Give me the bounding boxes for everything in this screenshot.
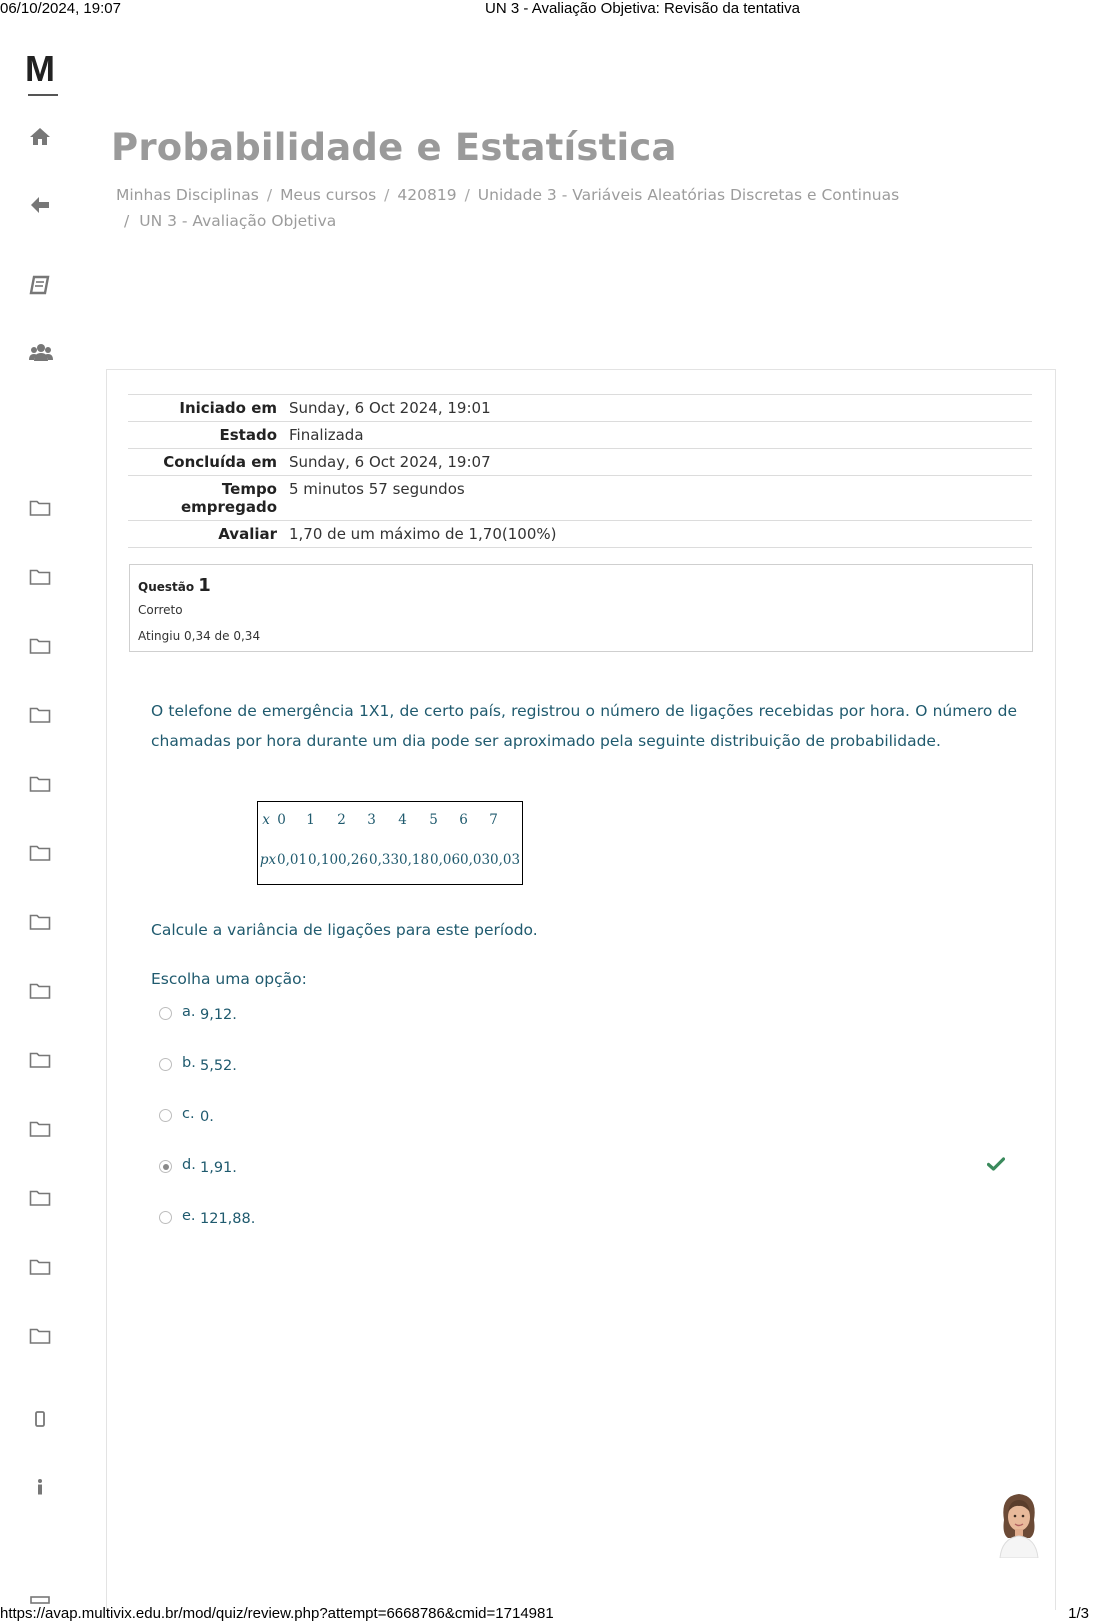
- breadcrumb: [124, 212, 336, 230]
- print-header: [0, 0, 1095, 20]
- table-cell: 0: [277, 812, 286, 828]
- home-icon[interactable]: [29, 126, 55, 148]
- table-cell: 3: [367, 812, 376, 828]
- radio-button[interactable]: [159, 1007, 172, 1020]
- question-info-box: [129, 564, 1033, 652]
- folder-icon[interactable]: [29, 499, 55, 521]
- table-cell: 1: [306, 812, 315, 828]
- table-row: [128, 449, 1032, 476]
- breadcrumb-separator: /: [124, 212, 130, 230]
- table-cell: 7: [489, 812, 498, 828]
- folder-icon[interactable]: [29, 1051, 55, 1073]
- option-text: 5,52.: [200, 1058, 237, 1074]
- folder-icon[interactable]: [29, 1327, 55, 1349]
- folder-icon[interactable]: [29, 775, 55, 797]
- table-cell: 0,01: [277, 852, 308, 868]
- radio-button[interactable]: [159, 1211, 172, 1224]
- table-row: [128, 422, 1032, 449]
- question-state: Correto: [138, 603, 183, 617]
- breadcrumb-item[interactable]: 420819: [397, 186, 457, 204]
- table-cell: 4: [398, 812, 407, 828]
- summary-label-text: Tempo empregado: [180, 480, 277, 516]
- option-letter: e.: [182, 1208, 196, 1224]
- table-cell: 0,06: [430, 852, 461, 868]
- option-text: 121,88.: [200, 1211, 256, 1227]
- quiz-review-card: [106, 369, 1056, 1610]
- option-letter: c.: [182, 1106, 195, 1122]
- folder-icon[interactable]: [29, 844, 55, 866]
- folder-icon[interactable]: [29, 982, 55, 1004]
- table-header-cell: px: [259, 852, 277, 868]
- book-icon[interactable]: [29, 275, 55, 297]
- table-cell: 0,33: [369, 852, 400, 868]
- summary-label: [128, 476, 283, 521]
- table-cell: 0,03: [460, 852, 491, 868]
- print-doc-title: UN 3 - Avaliação Objetiva: Revisão da tentativa: [485, 0, 800, 17]
- table-row: [128, 395, 1032, 422]
- summary-label: Estado: [128, 422, 283, 449]
- summary-label: Iniciado em: [128, 395, 283, 422]
- sidebar: [0, 20, 90, 1605]
- assistant-avatar[interactable]: [996, 1490, 1042, 1558]
- table-cell: 0,26: [338, 852, 369, 868]
- table-row: [128, 476, 1032, 521]
- print-datetime: 06/10/2024, 19:07: [0, 0, 121, 17]
- breadcrumb-item[interactable]: Minhas Disciplinas: [116, 186, 259, 204]
- summary-value: Sunday, 6 Oct 2024, 19:07: [283, 449, 1032, 476]
- breadcrumb-separator: /: [464, 186, 470, 204]
- mobile-icon[interactable]: [29, 1410, 55, 1432]
- question-prompt: Calcule a variância de ligações para este período.: [151, 921, 538, 939]
- radio-button-selected[interactable]: [159, 1160, 172, 1173]
- print-url: https://avap.multivix.edu.br/mod/quiz/review.php?attempt=6668786&cmid=1714981: [0, 1605, 554, 1622]
- users-icon[interactable]: [29, 342, 55, 364]
- breadcrumb-separator: /: [266, 186, 273, 204]
- folder-icon[interactable]: [29, 568, 55, 590]
- radio-button[interactable]: [159, 1058, 172, 1071]
- table-cell: 2: [337, 812, 346, 828]
- option-letter: d.: [182, 1157, 196, 1173]
- correct-check-icon: [987, 1157, 1005, 1171]
- page-title: Probabilidade e Estatística: [111, 126, 677, 169]
- print-page-number: 1/3: [1068, 1605, 1089, 1622]
- breadcrumb-separator: /: [384, 186, 390, 204]
- breadcrumb: [116, 186, 899, 204]
- info-icon[interactable]: [29, 1478, 55, 1500]
- table-cell: 0,18: [399, 852, 430, 868]
- choose-option-label: Escolha uma opção:: [151, 970, 307, 988]
- radio-button[interactable]: [159, 1109, 172, 1122]
- logo-underline: [28, 94, 58, 96]
- summary-label: Avaliar: [128, 521, 283, 548]
- question-text: O telefone de emergência 1X1, de certo país, registrou o número de ligações recebidas por hora. O número de chamadas por hora durante um dia pode ser aproximado pela seguinte distribuição de probabilidade.: [151, 702, 1017, 750]
- table-cell: 5: [429, 812, 438, 828]
- question-grade: Atingiu 0,34 de 0,34: [138, 629, 261, 643]
- breadcrumb-item[interactable]: Meus cursos: [280, 186, 377, 204]
- summary-value: Finalizada: [283, 422, 1032, 449]
- option-text: 9,12.: [200, 1007, 237, 1023]
- site-logo[interactable]: M: [25, 48, 53, 89]
- option-text: 1,91.: [200, 1160, 237, 1176]
- question-number-value: 1: [198, 575, 211, 596]
- table-row: [128, 521, 1032, 548]
- option-text: 0.: [200, 1109, 214, 1125]
- attempt-summary-table: [128, 394, 1032, 548]
- option-letter: a.: [182, 1004, 196, 1020]
- summary-value: 1,70 de um máximo de 1,70(100%): [283, 521, 1032, 548]
- breadcrumb-item[interactable]: Unidade 3 - Variáveis Aleatórias Discretas e Continuas: [477, 186, 900, 204]
- back-arrow-icon[interactable]: [29, 195, 55, 217]
- question-label: Questão: [138, 580, 195, 594]
- probability-distribution-table: [257, 801, 523, 885]
- summary-value: 5 minutos 57 segundos: [283, 476, 1032, 521]
- breadcrumb-item[interactable]: UN 3 - Avaliação Objetiva: [139, 212, 337, 230]
- question-number: [138, 575, 211, 596]
- table-cell: 6: [459, 812, 468, 828]
- summary-value: Sunday, 6 Oct 2024, 19:01: [283, 395, 1032, 422]
- table-cell: 0,10: [308, 852, 339, 868]
- summary-label: Concluída em: [128, 449, 283, 476]
- folder-icon[interactable]: [29, 1189, 55, 1211]
- folder-icon[interactable]: [29, 1258, 55, 1280]
- option-letter: b.: [182, 1055, 196, 1071]
- folder-icon[interactable]: [29, 913, 55, 935]
- table-header-cell: x: [262, 812, 270, 828]
- folder-icon[interactable]: [29, 1120, 55, 1142]
- folder-icon[interactable]: [29, 637, 55, 659]
- print-footer: [0, 1605, 1095, 1624]
- folder-icon[interactable]: [29, 706, 55, 728]
- table-cell: 0,03: [490, 852, 521, 868]
